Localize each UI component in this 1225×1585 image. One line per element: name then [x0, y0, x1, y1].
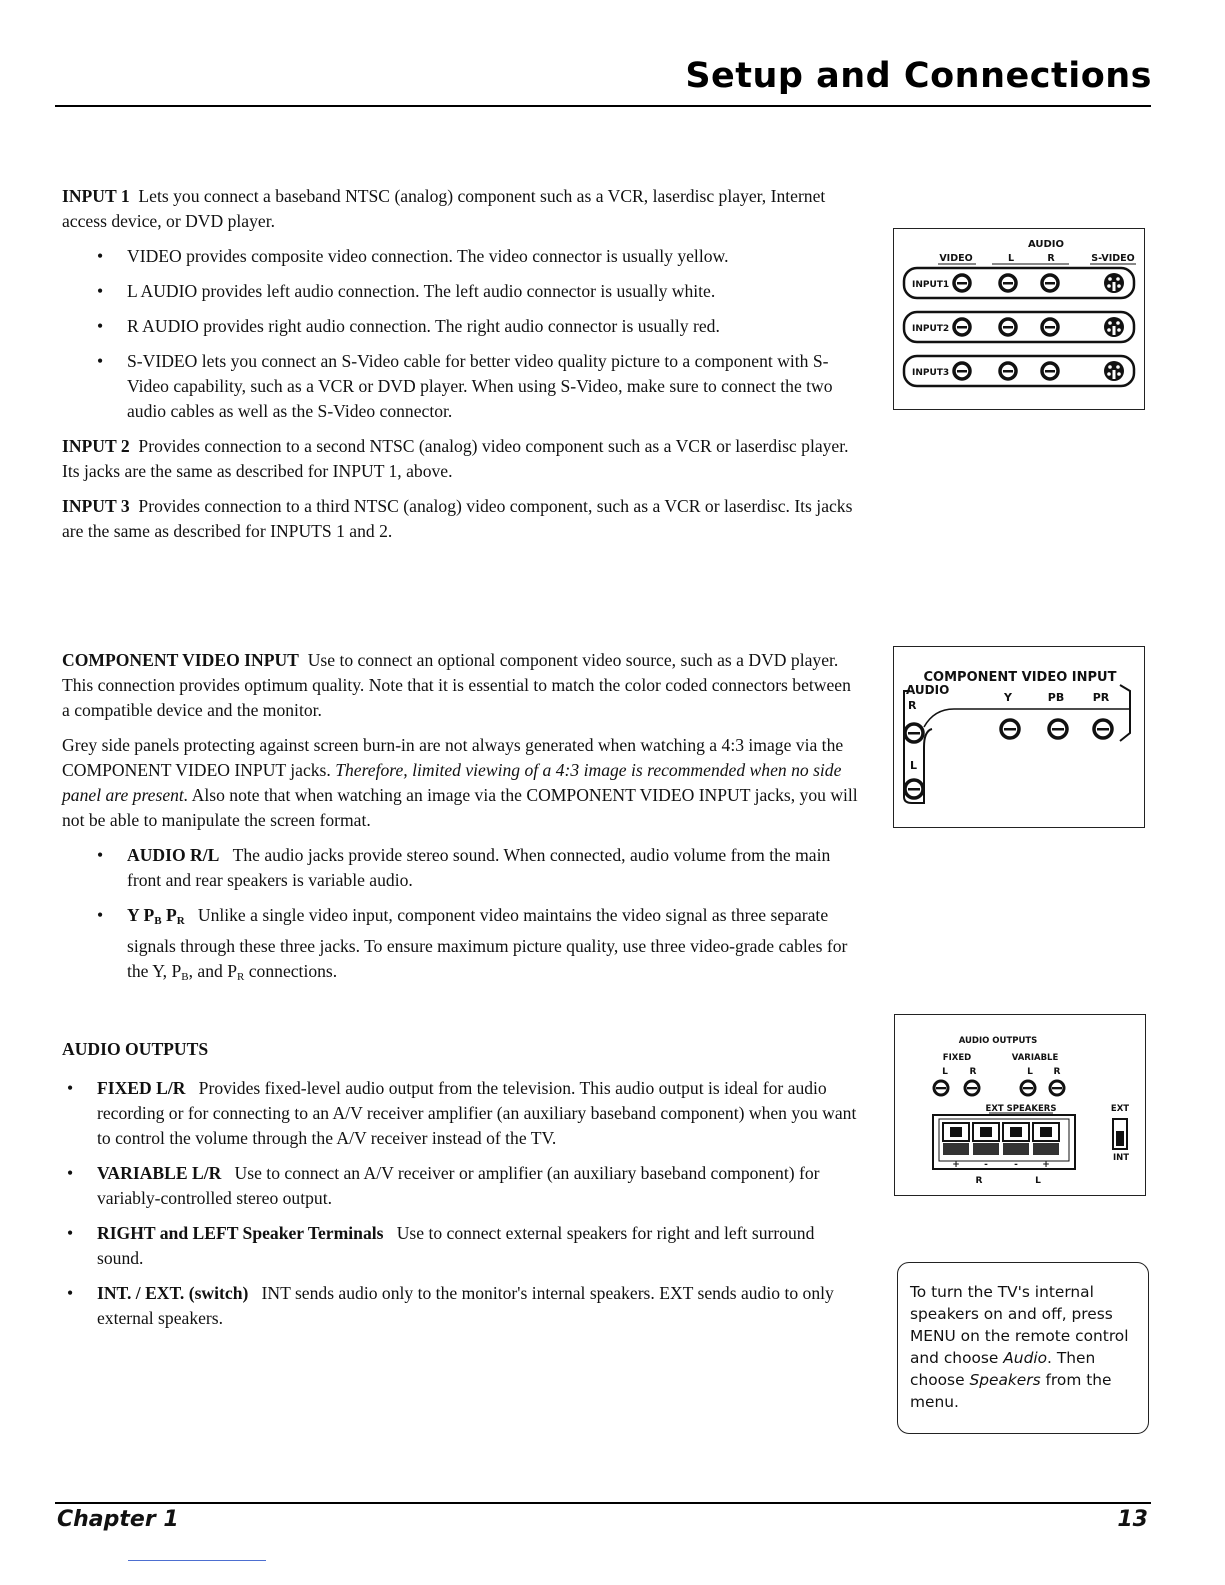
bullet-speaker-terminals	[97, 1221, 862, 1271]
fixed-lr-text: Provides fixed-level audio output from the television. This audio output is ideal for audio recording or for connecting to an A/V receiver amplifier (an auxiliary baseband component) when you want to control the volume through the A/V receiver instead of the TV.	[97, 1078, 857, 1148]
bullet-ypbpr	[127, 903, 862, 990]
input1-bullets	[62, 244, 862, 424]
page-title: Setup and Connections	[685, 56, 1152, 96]
bullet-audio-rl	[127, 843, 862, 893]
terminal-r-label: R	[975, 1176, 983, 1186]
tip-text-2: . Then choose	[910, 1349, 1096, 1389]
bullet-variable-lr	[97, 1161, 862, 1211]
speaker-terminals-text: Use to connect external speakers for right and left surround sound.	[97, 1223, 815, 1268]
int-ext-label: INT. / EXT. (switch)	[97, 1283, 249, 1303]
audio-outputs-section	[62, 1037, 862, 1341]
title-divider	[55, 105, 1151, 107]
input3-row-label: INPUT3	[912, 368, 950, 378]
component-text: Use to connect an optional component video source, such as a DVD player. This connection provides optimum quality. Note that it is essential to match the color coded connectors between a compatible device and the monitor.	[62, 650, 851, 720]
variable-lr-label: VARIABLE L/R	[97, 1163, 222, 1183]
component-bullets	[62, 843, 862, 990]
input1-paragraph	[62, 184, 862, 234]
tip-box	[897, 1262, 1149, 1434]
outputs-variable-l: L	[1027, 1067, 1033, 1077]
component-section	[62, 648, 862, 1000]
input1-text: Lets you connect a baseband NTSC (analog) component such as a VCR, laserdisc player, Internet access device, or DVD player.	[62, 186, 826, 231]
input1-jack-row	[904, 268, 1134, 298]
terminal-plus-1: +	[952, 1160, 960, 1170]
terminal-minus-1: -	[984, 1160, 988, 1170]
audio-rl-text: The audio jacks provide stereo sound. When connected, audio volume from the main front and rear speakers is variable audio.	[127, 845, 831, 890]
input3-jack-row	[904, 356, 1134, 386]
outputs-fixed-label: FIXED	[942, 1053, 972, 1063]
page-number: 13	[1117, 1507, 1148, 1532]
ext-speakers-label: EXT SPEAKERS	[985, 1104, 1057, 1114]
inputs-jack-diagram	[893, 228, 1145, 410]
tip-text-3: from the menu.	[910, 1371, 1112, 1411]
burn-in-paragraph	[62, 733, 862, 833]
input2-label: INPUT 2	[62, 436, 130, 456]
burn-in-text: Grey side panels protecting against screen burn-in are not always generated when watching a 4:3 image via the COMPONENT VIDEO INPUT jacks.	[62, 735, 844, 780]
input2-jack-row	[904, 312, 1134, 342]
component-l-label: L	[910, 759, 918, 772]
diagram-svideo-label: S-VIDEO	[1091, 253, 1135, 264]
bullet-fixed-lr	[97, 1076, 862, 1151]
burn-in-warning: Therefore, limited viewing of a 4:3 image is recommended when no side panel are present.	[62, 760, 842, 805]
tip-text: To turn the TV's internal speakers on and off, press MENU on the remote control and choose	[910, 1283, 1129, 1367]
component-pr-label: PR	[1092, 691, 1110, 704]
input3-paragraph	[62, 494, 862, 544]
switch-int-label: INT	[1112, 1153, 1130, 1163]
chapter-label: Chapter 1	[57, 1507, 179, 1532]
audio-outputs-bullets	[62, 1076, 862, 1331]
component-r-label: R	[908, 699, 917, 712]
component-paragraph	[62, 648, 862, 723]
diagram-video-label: VIDEO	[939, 253, 973, 264]
component-audio-label: AUDIO	[906, 683, 950, 697]
terminal-l-label: L	[1035, 1176, 1041, 1186]
switch-ext-label: EXT	[1110, 1104, 1130, 1114]
diagram-audio-label: AUDIO	[1027, 239, 1065, 250]
bullet-video: • VIDEO provides composite video connection. The video connector is usually yellow.	[127, 244, 862, 269]
fixed-lr-label: FIXED L/R	[97, 1078, 186, 1098]
burn-in-text-end: Also note that when watching an image via the COMPONENT VIDEO INPUT jacks, you will not be able to manipulate the screen format.	[62, 785, 858, 830]
audio-rl-label: AUDIO R/L	[127, 845, 220, 865]
tip-audio-menu: Audio	[1003, 1349, 1048, 1367]
input2-row-label: INPUT2	[912, 324, 950, 334]
component-pb-label: PB	[1047, 691, 1065, 704]
tip-speakers-menu: Speakers	[969, 1371, 1041, 1389]
component-y-label: Y	[1004, 691, 1012, 704]
ypbpr-label: Y $P_B$ $P_R$	[127, 905, 185, 927]
bullet-r-audio: • R AUDIO provides right audio connection. The right audio connector is usually red.	[127, 314, 862, 339]
component-diagram-title: COMPONENT VIDEO INPUT	[923, 670, 1117, 685]
outputs-variable-label: VARIABLE	[1011, 1053, 1059, 1063]
int-ext-text: INT sends audio only to the monitor's internal speakers. EXT sends audio to only external speakers.	[97, 1283, 834, 1328]
outputs-diagram-title: AUDIO OUTPUTS	[958, 1036, 1038, 1046]
diagram-r-label: R	[1047, 253, 1055, 264]
audio-outputs-diagram	[894, 1014, 1146, 1196]
component-jack-diagram	[893, 646, 1145, 828]
input3-label: INPUT 3	[62, 496, 130, 516]
footer-divider	[55, 1502, 1151, 1504]
input1-row-label: INPUT1	[912, 280, 950, 290]
terminal-plus-2: +	[1042, 1160, 1050, 1170]
output-jacks	[934, 1081, 1064, 1095]
bullet-l-audio: • L AUDIO provides left audio connection. The left audio connector is usually white.	[127, 279, 862, 304]
bullet-int-ext-switch	[97, 1281, 862, 1331]
outputs-fixed-l: L	[942, 1067, 948, 1077]
int-ext-switch	[1113, 1119, 1127, 1149]
component-label: COMPONENT VIDEO INPUT	[62, 650, 299, 670]
outputs-variable-r: R	[1053, 1067, 1061, 1077]
component-jacks	[905, 720, 1112, 798]
diagram-l-label: L	[1007, 253, 1015, 264]
inputs-section	[62, 184, 862, 554]
variable-lr-text: Use to connect an A/V receiver or amplifier (an auxiliary baseband component) for variably-controlled stereo output.	[97, 1163, 820, 1208]
link-underline	[128, 1560, 266, 1561]
outputs-fixed-r: R	[969, 1067, 977, 1077]
speaker-terminals-label: RIGHT and LEFT Speaker Terminals	[97, 1223, 384, 1243]
input2-text: Provides connection to a second NTSC (analog) video component such as a VCR or laserdisc player. Its jacks are the same as described for INPUT 1, above.	[62, 436, 849, 481]
input2-paragraph	[62, 434, 862, 484]
audio-outputs-heading: AUDIO OUTPUTS	[62, 1039, 209, 1059]
terminal-minus-2: -	[1014, 1160, 1018, 1170]
ypbpr-text: Unlike a single video input, component video maintains the video signal as three separate signals through these three jacks. To ensure maximum picture quality, use three video-grade cables for the Y, $P_B$, and $P_R$ connections.	[127, 905, 848, 983]
input1-label: INPUT 1	[62, 186, 130, 206]
input3-text: Provides connection to a third NTSC (analog) video component, such as a VCR or laserdisc. Its jacks are the same as described for INPUTS 1 and 2.	[62, 496, 853, 541]
bullet-s-video: • S-VIDEO lets you connect an S-Video cable for better video quality picture to a component with S-Video capability, such as a VCR or DVD player. When using S-Video, make sure to connect the two audio cables as well as the S-Video connector.	[127, 349, 862, 424]
